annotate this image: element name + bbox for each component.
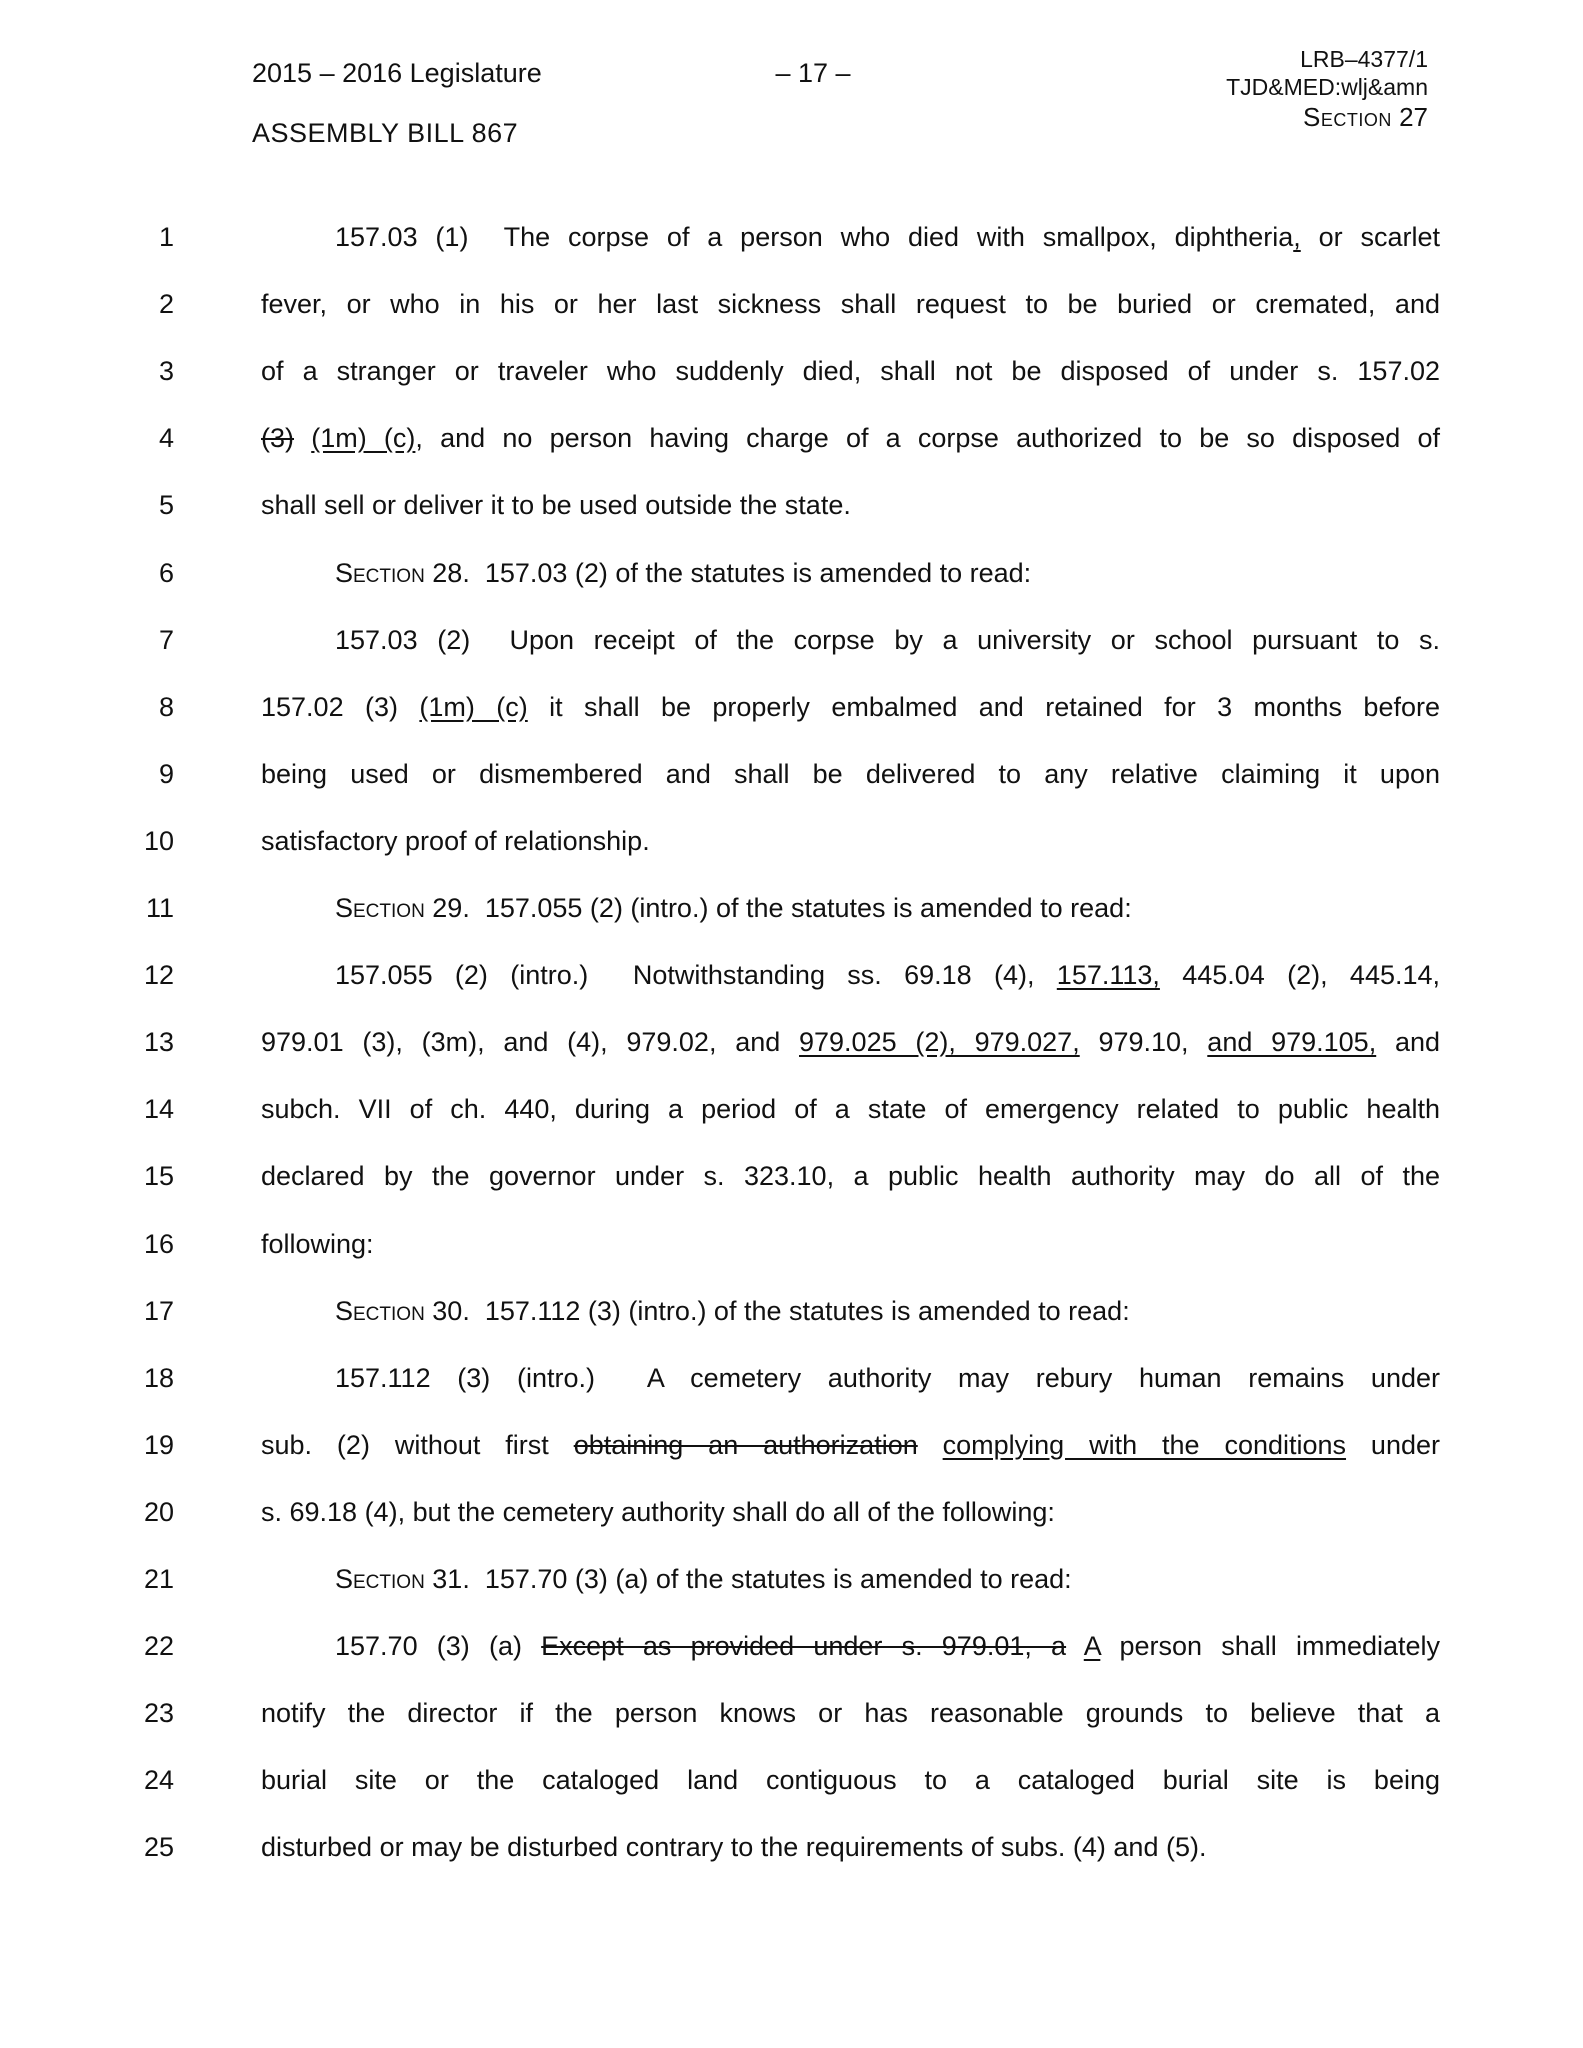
text-segment: burial site or the cataloged land contiguous to a cataloged burial site is being — [261, 1765, 1440, 1796]
text-segment: 157.70 (3) (a) of the statutes is amended to read: — [469, 1564, 1072, 1594]
bill-number: 867 — [471, 118, 519, 148]
line-text — [261, 418, 1440, 458]
section-label: Section 31. — [335, 1564, 470, 1594]
text-segment: or scarlet — [1300, 222, 1440, 252]
text-line — [0, 351, 1583, 391]
text-segment: following: — [261, 1228, 374, 1259]
text-segment: 445.04 (2), 445.14, — [1159, 960, 1441, 991]
line-number: 21 — [143, 1564, 174, 1594]
text-segment: s. 69.18 (4), but the cemetery authority shall do all of the following: — [261, 1496, 1055, 1527]
line-text — [261, 687, 1440, 727]
line-text — [261, 1089, 1440, 1129]
text-segment: 157.03 (1) The corpse of a person who died with smallpox, diphtheria — [335, 222, 1294, 252]
line-number: 20 — [143, 1496, 174, 1527]
line-number: 22 — [143, 1631, 174, 1662]
text-line — [0, 1559, 1583, 1599]
line-number: 2 — [158, 289, 174, 320]
line-text — [261, 754, 1440, 794]
line-text — [335, 217, 1440, 257]
text-line — [0, 1827, 1583, 1867]
text-line — [0, 217, 1583, 257]
text-line — [0, 1224, 1583, 1264]
section-word: Section — [1303, 102, 1392, 132]
inserted-text: 157.113, — [1056, 960, 1160, 991]
text-segment: 157.112 (3) (intro.) A cemetery authority may rebury human remains under — [335, 1362, 1440, 1393]
text-line — [0, 1156, 1583, 1196]
line-text — [261, 485, 1440, 525]
text-line — [0, 485, 1583, 525]
drafter-initials: TJD&MED:wlj&amn — [1226, 74, 1428, 100]
text-segment: being used or dismembered and shall be delivered to any relative claiming it upon — [261, 758, 1440, 789]
line-number: 17 — [143, 1295, 174, 1326]
text-segment: fever, or who in his or her last sickness shall request to be buried or cremated, and — [261, 289, 1440, 320]
line-text — [335, 1291, 1440, 1331]
text-segment: notify the director if the person knows or has reasonable grounds to believe that a — [261, 1698, 1440, 1729]
text-segment: 157.112 (3) (intro.) of the statutes is amended to read: — [469, 1295, 1130, 1326]
text-line — [0, 888, 1583, 928]
text-line — [0, 1089, 1583, 1129]
deleted-text: (3) — [261, 423, 294, 454]
text-line — [0, 687, 1583, 727]
lrb-number: LRB–4377/1 — [1300, 46, 1428, 72]
line-text — [335, 888, 1440, 928]
section-number: 27 — [1399, 102, 1428, 132]
section-label: Section 29. — [335, 893, 470, 923]
line-text — [261, 821, 1440, 861]
text-segment: 157.70 (3) (a) — [335, 1631, 542, 1662]
line-text — [335, 955, 1440, 995]
line-number: 24 — [143, 1765, 174, 1796]
deleted-text: obtaining an authorization — [573, 1429, 918, 1460]
text-segment: satisfactory proof of relationship. — [261, 825, 650, 856]
line-text — [261, 1492, 1440, 1532]
line-number: 14 — [143, 1094, 174, 1125]
text-segment: it shall be properly embalmed and retained for 3 months before — [527, 691, 1440, 722]
line-text — [335, 1559, 1440, 1599]
inserted-text: complying with the conditions — [942, 1429, 1347, 1460]
text-segment: shall sell or deliver it to be used outside the state. — [261, 490, 851, 521]
line-number: 8 — [158, 691, 174, 722]
line-text — [261, 351, 1440, 391]
text-segment — [918, 1430, 943, 1460]
line-number: 6 — [158, 557, 174, 588]
line-number: 5 — [158, 490, 174, 521]
line-text — [261, 1693, 1440, 1733]
text-line — [0, 1022, 1583, 1062]
line-number: 10 — [143, 825, 174, 856]
line-text — [261, 1827, 1440, 1867]
line-number: 25 — [143, 1832, 174, 1863]
text-line — [0, 553, 1583, 593]
inserted-text: 979.025 (2), 979.027, — [799, 1027, 1080, 1058]
text-segment: disturbed or may be disturbed contrary to the requirements of subs. (4) and (5). — [261, 1832, 1207, 1863]
text-segment — [294, 423, 311, 453]
line-text — [261, 1156, 1440, 1196]
line-number: 16 — [143, 1228, 174, 1259]
line-number: 4 — [158, 423, 174, 454]
text-line — [0, 418, 1583, 458]
text-segment: 979.10, — [1079, 1027, 1208, 1058]
text-segment: declared by the governor under s. 323.10, a public health authority may do all of the — [261, 1161, 1440, 1192]
text-line — [0, 284, 1583, 324]
text-line — [0, 754, 1583, 794]
text-segment: subch. VII of ch. 440, during a period of a state of emergency related to public health — [261, 1094, 1440, 1125]
text-line — [0, 1358, 1583, 1398]
text-segment: 157.055 (2) (intro.) Notwithstanding ss. 69.18 (4), — [335, 960, 1057, 991]
inserted-text: (1m) (c) — [419, 691, 528, 722]
line-number: 3 — [158, 356, 174, 387]
line-number: 23 — [143, 1698, 174, 1729]
text-line — [0, 1626, 1583, 1666]
text-line — [0, 1291, 1583, 1331]
line-text — [261, 1224, 1440, 1264]
text-segment: 157.055 (2) (intro.) of the statutes is amended to read: — [469, 893, 1132, 923]
text-segment: and — [1376, 1027, 1441, 1058]
bill-title — [252, 118, 518, 148]
line-number: 13 — [143, 1027, 174, 1058]
line-number: 1 — [158, 222, 174, 252]
line-text — [261, 1425, 1440, 1465]
text-line — [0, 955, 1583, 995]
text-segment: sub. (2) without first — [261, 1429, 574, 1460]
text-segment: , and no person having charge of a corpse authorized to be so disposed of — [415, 423, 1440, 454]
line-text — [335, 1626, 1440, 1666]
line-text — [261, 284, 1440, 324]
text-line — [0, 620, 1583, 660]
legislature-session: 2015 – 2016 Legislature — [252, 58, 542, 88]
page-number: – 17 – — [775, 58, 851, 88]
text-segment: 157.03 (2) of the statutes is amended to read: — [469, 557, 1032, 588]
line-number: 15 — [143, 1161, 174, 1192]
bill-prefix: ASSEMBLY BILL — [252, 118, 464, 148]
inserted-text: (1m) (c) — [311, 423, 416, 454]
text-line — [0, 1492, 1583, 1532]
text-line — [0, 1425, 1583, 1465]
text-segment: 157.02 (3) — [261, 691, 420, 722]
inserted-text: and 979.105, — [1207, 1027, 1377, 1058]
text-line — [0, 821, 1583, 861]
line-text — [335, 553, 1440, 593]
section-label: Section 30. — [335, 1295, 470, 1326]
line-text — [335, 1358, 1440, 1398]
text-line — [0, 1760, 1583, 1800]
line-number: 18 — [143, 1362, 174, 1393]
line-number: 11 — [145, 893, 174, 923]
line-text — [335, 620, 1440, 660]
inserted-text: , — [1293, 222, 1301, 252]
line-number: 19 — [143, 1429, 174, 1460]
text-segment — [1066, 1631, 1084, 1661]
line-number: 12 — [143, 960, 174, 991]
header-section — [1303, 103, 1428, 131]
text-segment: person shall immediately — [1100, 1631, 1441, 1662]
line-number: 9 — [158, 758, 174, 789]
section-label: Section 28. — [335, 557, 470, 588]
line-text — [261, 1022, 1440, 1062]
text-segment: under — [1346, 1429, 1440, 1460]
line-text — [261, 1760, 1440, 1800]
deleted-text: Except as provided under s. 979.01, a — [541, 1631, 1067, 1662]
inserted-text: A — [1083, 1631, 1101, 1662]
text-segment: of a stranger or traveler who suddenly died, shall not be disposed of under s. 157.02 — [261, 356, 1440, 387]
text-line — [0, 1693, 1583, 1733]
text-segment: 979.01 (3), (3m), and (4), 979.02, and — [261, 1027, 799, 1058]
text-segment: 157.03 (2) Upon receipt of the corpse by a university or school pursuant to s. — [335, 624, 1440, 655]
line-number: 7 — [158, 624, 174, 655]
